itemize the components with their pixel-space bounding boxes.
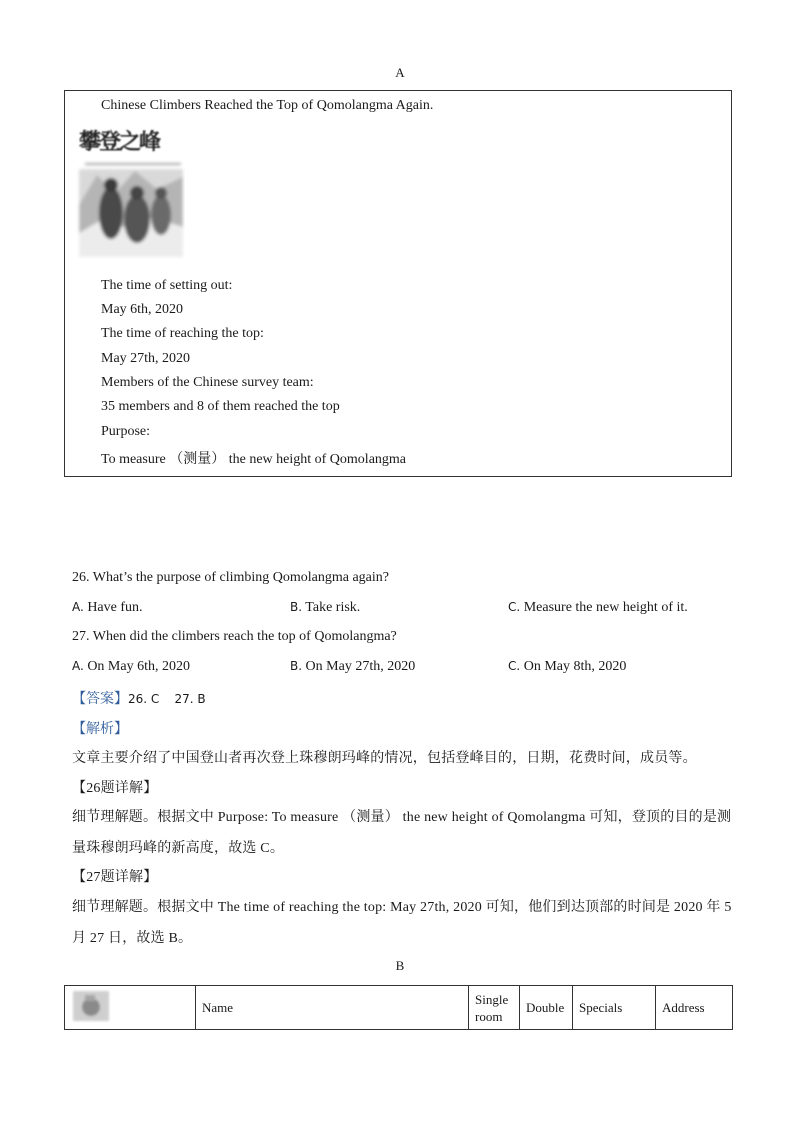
climbers-photo	[73, 123, 185, 259]
article-line-7: Purpose:	[101, 424, 150, 439]
answer-line	[72, 688, 206, 708]
question-27: 27. When did the climbers reach the top of Qomolangma?	[72, 629, 397, 644]
article-line-8: To measure （测量） the new height of Qomolangma	[101, 452, 407, 467]
header-double: Double	[520, 986, 573, 1030]
q27-detail-line-1: 细节理解题。根据文中 The time of reaching the top: May 27th, 2020 可知，他们到达顶部的时间是 2020 年 5	[72, 900, 732, 915]
header-specials: Specials	[573, 986, 656, 1030]
header-single-room: Single room	[469, 986, 520, 1030]
q27-detail-line-2: 月 27 日，故选 B。	[72, 931, 193, 946]
q27-option-b: B. On May 27th, 2020	[290, 659, 416, 674]
photo-logo-text: 攀登之峰	[79, 130, 160, 155]
header-name: Name	[196, 986, 469, 1030]
q27-detail-heading: 【27题详解】	[72, 870, 158, 885]
section-a-label: A	[395, 65, 405, 80]
answer-value: 26. C 27. B	[128, 692, 206, 706]
q26-option-a: A. Have fun.	[72, 600, 143, 615]
article-line-5: Members of the Chinese survey team:	[101, 375, 314, 390]
table-header-row	[65, 986, 733, 1030]
article-box	[64, 90, 732, 477]
q26-detail-line-1: 细节理解题。根据文中 Purpose: To measure （测量） the new height of Qomolangma 可知，登顶的目的是测	[72, 810, 732, 825]
analysis-label: 【解析】	[72, 722, 128, 737]
article-line-4: May 27th, 2020	[101, 351, 191, 366]
question-26: 26. What’s the purpose of climbing Qomolangma again?	[72, 570, 390, 585]
section-b-label: B	[395, 958, 405, 973]
q26-option-c: C. Measure the new height of it.	[508, 600, 688, 615]
q27-option-c: C. On May 8th, 2020	[508, 659, 627, 674]
article-line-6: 35 members and 8 of them reached the top	[101, 399, 340, 414]
header-address: Address	[656, 986, 733, 1030]
analysis-summary: 文章主要介绍了中国登山者再次登上珠穆朗玛峰的情况，包括登峰目的，日期，花费时间，成员等。	[72, 751, 697, 766]
q26-option-b: B. Take risk.	[290, 600, 361, 615]
article-line-1: The time of setting out:	[101, 278, 233, 293]
hotel-thumbnail-image	[71, 989, 111, 1023]
q26-detail-heading: 【26题详解】	[72, 781, 158, 796]
article-line-2: May 6th, 2020	[101, 302, 184, 317]
q26-detail-line-2: 量珠穆朗玛峰的新高度，故选 C。	[72, 841, 285, 856]
article-line-3: The time of reaching the top:	[101, 326, 264, 341]
q27-option-a: A. On May 6th, 2020	[72, 659, 190, 674]
table-image-cell	[65, 986, 196, 1030]
hotel-table	[64, 985, 733, 1030]
answer-label: 【答案】	[72, 692, 128, 707]
article-title: Chinese Climbers Reached the Top of Qomolangma Again.	[101, 98, 434, 113]
